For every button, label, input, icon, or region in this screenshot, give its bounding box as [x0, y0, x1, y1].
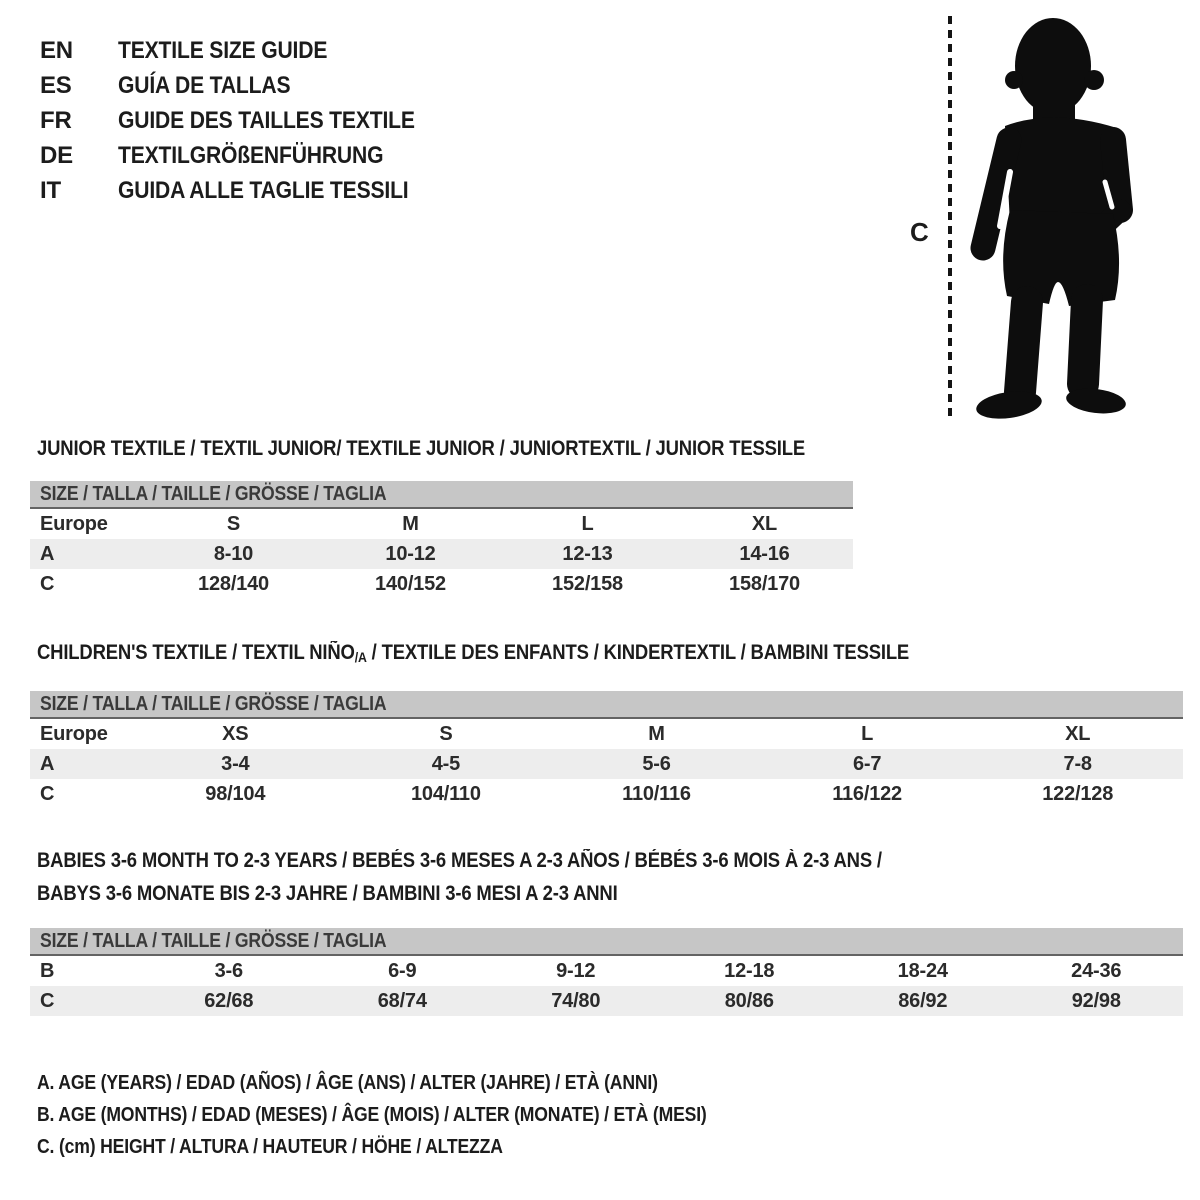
language-code: ES	[40, 71, 72, 99]
language-row-de	[40, 138, 455, 173]
language-code: DE	[40, 141, 73, 169]
children-size-table	[30, 691, 1183, 809]
cell-value: 3-6	[214, 959, 243, 982]
cell-value: 7-8	[1063, 752, 1092, 775]
footnote-c-text: C. (cm) HEIGHT / ALTURA / HAUTEUR / HÖHE / ALTEZZA	[37, 1136, 503, 1158]
cell-value: 110/116	[622, 782, 691, 805]
footnote-b-text: B. AGE (MONTHS) / EDAD (MESES) / ÂGE (MOIS) / ALTER (MONATE) / ETÀ (MESI)	[37, 1104, 707, 1126]
header-cell-size: XL	[751, 512, 778, 535]
header-cell-size: S	[226, 512, 241, 535]
junior-section-heading	[37, 437, 910, 461]
header-cell-size: S	[439, 722, 453, 745]
cell-value: 140/152	[375, 572, 446, 595]
babies-size-table	[30, 928, 1183, 1016]
cell-value: 12-18	[724, 959, 775, 982]
babies-row-height	[30, 986, 1183, 1016]
language-list	[40, 33, 455, 208]
height-measure-label: C	[910, 217, 929, 247]
cell-value: 6-9	[388, 959, 417, 982]
cell-value: 14-16	[739, 542, 790, 565]
size-header-label: SIZE / TALLA / TAILLE / GRÖSSE / TAGLIA	[40, 482, 387, 505]
header-cell-size: L	[861, 722, 874, 745]
cell-value: 158/170	[729, 572, 800, 595]
junior-header-row	[30, 509, 853, 539]
cell-value: 6-7	[852, 752, 882, 775]
toddler-silhouette-icon	[963, 14, 1135, 420]
language-code: EN	[40, 36, 73, 64]
cell-value: 24-36	[1071, 959, 1122, 982]
size-header-bar	[30, 481, 853, 509]
row-label: C	[40, 989, 55, 1012]
junior-row-age	[30, 539, 853, 569]
language-title: TEXTILGRÖßENFÜHRUNG	[118, 141, 384, 169]
language-title: GUIDA ALLE TAGLIE TESSILI	[118, 176, 409, 204]
row-label: A	[40, 542, 55, 565]
row-label: A	[40, 752, 55, 775]
size-header-label: SIZE / TALLA / TAILLE / GRÖSSE / TAGLIA	[40, 692, 387, 715]
junior-size-table	[30, 481, 853, 599]
cell-value: 62/68	[204, 989, 254, 1012]
language-title: TEXTILE SIZE GUIDE	[118, 36, 328, 64]
cell-value: 128/140	[198, 572, 269, 595]
cell-value: 74/80	[551, 989, 601, 1012]
cell-value: 80/86	[724, 989, 774, 1012]
row-label: C	[40, 782, 55, 805]
language-code: IT	[40, 176, 61, 204]
cell-value: 3-4	[221, 752, 250, 775]
cell-value: 18-24	[897, 959, 948, 982]
babies-section-heading-line2	[37, 882, 697, 906]
cell-value: 10-12	[385, 542, 436, 565]
cell-value: 5-6	[642, 752, 671, 775]
row-label: B	[40, 959, 55, 982]
cell-value: 104/110	[410, 782, 481, 805]
language-row-en	[40, 33, 455, 68]
height-dashed-line	[948, 16, 952, 418]
children-heading-text	[37, 641, 909, 665]
header-cell-region: Europe	[40, 512, 108, 535]
header-cell-size: L	[581, 512, 594, 535]
babies-section-heading-line1	[37, 849, 997, 873]
header-cell-size: XL	[1065, 722, 1091, 745]
footnote-c	[37, 1136, 566, 1159]
language-row-fr	[40, 103, 455, 138]
babies-heading-text-line2: BABYS 3-6 MONATE BIS 2-3 JAHRE / BAMBINI 3-6 MESI A 2-3 ANNI	[37, 882, 618, 905]
babies-heading-text-line1: BABIES 3-6 MONTH TO 2-3 YEARS / BEBÉS 3-6 MESES A 2-3 AÑOS / BÉBÉS 3-6 MOIS À 2-3 ANS /	[37, 849, 882, 872]
junior-heading-text: JUNIOR TEXTILE / TEXTIL JUNIOR/ TEXTILE JUNIOR / JUNIORTEXTIL / JUNIOR TESSILE	[37, 437, 806, 460]
cell-value: 122/128	[1042, 782, 1114, 805]
children-section-heading	[37, 641, 1028, 665]
babies-row-months	[30, 956, 1183, 986]
language-code: FR	[40, 106, 72, 134]
children-heading-part2: / TEXTILE DES ENFANTS / KINDERTEXTIL / BAMBINI TESSILE	[366, 641, 910, 664]
footnote-a-text: A. AGE (YEARS) / EDAD (AÑOS) / ÂGE (ANS) / ALTER (JAHRE) / ETÀ (ANNI)	[37, 1072, 658, 1094]
cell-value: 9-12	[556, 959, 596, 982]
header-cell-size: M	[648, 722, 665, 745]
cell-value: 4-5	[431, 752, 461, 775]
cell-value: 8-10	[213, 542, 254, 565]
cell-value: 92/98	[1071, 989, 1121, 1012]
header-cell-size: M	[402, 512, 419, 535]
cell-value: 68/74	[377, 989, 427, 1012]
children-heading-sub: /A	[354, 649, 367, 665]
cell-value: 152/158	[552, 572, 623, 595]
children-heading-part1: CHILDREN'S TEXTILE / TEXTIL NIÑO	[37, 641, 355, 664]
cell-value: 86/92	[898, 989, 948, 1012]
children-header-row	[30, 719, 1183, 749]
language-row-es	[40, 68, 455, 103]
header-cell-region: Europe	[40, 722, 108, 745]
row-label: C	[40, 572, 55, 595]
language-row-it	[40, 173, 455, 208]
cell-value: 116/122	[832, 782, 902, 805]
footnote-b	[37, 1104, 798, 1127]
junior-row-height	[30, 569, 853, 599]
size-header-bar	[30, 928, 1183, 956]
language-title: GUÍA DE TALLAS	[118, 71, 291, 99]
size-header-bar	[30, 691, 1183, 719]
children-row-age	[30, 749, 1183, 779]
size-header-label: SIZE / TALLA / TAILLE / GRÖSSE / TAGLIA	[40, 929, 387, 952]
cell-value: 12-13	[562, 542, 613, 565]
header-cell-size: XS	[222, 722, 249, 745]
children-row-height	[30, 779, 1183, 809]
language-title: GUIDE DES TAILLES TEXTILE	[118, 106, 415, 134]
cell-value: 98/104	[205, 782, 266, 805]
footnote-a	[37, 1072, 742, 1095]
